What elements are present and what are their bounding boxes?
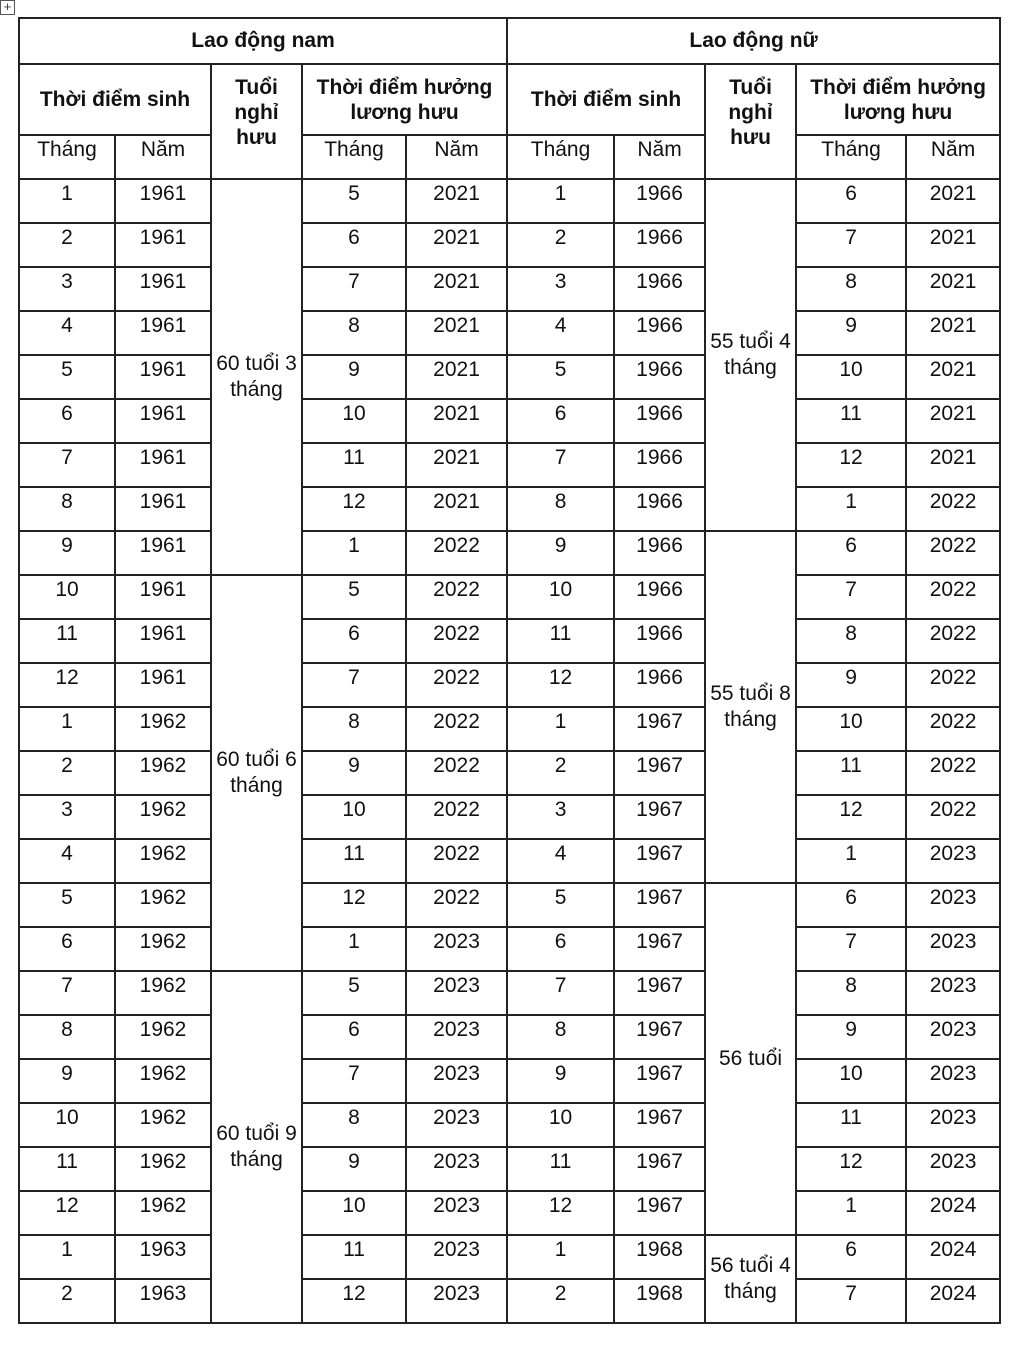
male-birth-year: 1963 <box>115 1279 211 1323</box>
female-birth-month-header: Tháng <box>507 135 614 179</box>
female-pension-month: 11 <box>796 399 906 443</box>
male-birth-year: 1961 <box>115 267 211 311</box>
male-pension-year: 2021 <box>406 311 507 355</box>
male-birth-month: 1 <box>19 179 115 223</box>
female-pension-month: 9 <box>796 663 906 707</box>
female-birth-year: 1967 <box>614 795 705 839</box>
male-pension-year: 2023 <box>406 1059 507 1103</box>
male-birth-month: 6 <box>19 927 115 971</box>
male-pension-month: 1 <box>302 531 406 575</box>
table-row <box>19 1235 1000 1279</box>
female-pension-year: 2022 <box>906 707 1000 751</box>
female-birth-month: 1 <box>507 1235 614 1279</box>
female-pension-year: 2023 <box>906 927 1000 971</box>
male-pension-month: 6 <box>302 223 406 267</box>
female-pension-month: 7 <box>796 223 906 267</box>
retirement-table <box>18 17 1001 1324</box>
female-birth-month: 9 <box>507 531 614 575</box>
table-row <box>19 487 1000 531</box>
male-birth-month: 1 <box>19 1235 115 1279</box>
male-birth-month: 9 <box>19 531 115 575</box>
table-row <box>19 1147 1000 1191</box>
male-pension-month: 8 <box>302 707 406 751</box>
male-pension-month: 5 <box>302 575 406 619</box>
male-pension-month: 8 <box>302 311 406 355</box>
table-row <box>19 883 1000 927</box>
female-pension-year: 2023 <box>906 839 1000 883</box>
male-pension-month: 7 <box>302 267 406 311</box>
female-birth-month: 10 <box>507 575 614 619</box>
male-birth-month: 1 <box>19 707 115 751</box>
male-birth-month: 11 <box>19 1147 115 1191</box>
male-pension-year: 2021 <box>406 267 507 311</box>
male-birth-year: 1962 <box>115 971 211 1015</box>
female-pension-year-header: Năm <box>906 135 1000 179</box>
male-birth-year: 1962 <box>115 1147 211 1191</box>
male-birth-month: 9 <box>19 1059 115 1103</box>
male-pension-month: 10 <box>302 399 406 443</box>
table-row <box>19 1059 1000 1103</box>
female-birth-year: 1967 <box>614 1103 705 1147</box>
male-birth-year: 1962 <box>115 927 211 971</box>
female-birth-year: 1967 <box>614 751 705 795</box>
male-pension-month: 12 <box>302 883 406 927</box>
male-birth-month: 8 <box>19 1015 115 1059</box>
male-birth-month: 12 <box>19 1191 115 1235</box>
male-pension-month-header: Tháng <box>302 135 406 179</box>
male-pension-year: 2022 <box>406 883 507 927</box>
female-pension-month: 10 <box>796 355 906 399</box>
male-birth-year: 1962 <box>115 707 211 751</box>
female-pension-month: 7 <box>796 927 906 971</box>
female-birth-year: 1966 <box>614 223 705 267</box>
table-row <box>19 751 1000 795</box>
female-birth-year: 1968 <box>614 1279 705 1323</box>
female-birth-year: 1966 <box>614 487 705 531</box>
female-birth-month: 1 <box>507 179 614 223</box>
male-pension-month: 6 <box>302 619 406 663</box>
table-row <box>19 795 1000 839</box>
table-row <box>19 707 1000 751</box>
female-pension-month: 6 <box>796 883 906 927</box>
table-row <box>19 1103 1000 1147</box>
male-pension-year: 2022 <box>406 575 507 619</box>
female-pension-year: 2022 <box>906 663 1000 707</box>
male-birth-year: 1961 <box>115 575 211 619</box>
female-pension-year: 2024 <box>906 1191 1000 1235</box>
male-birth-year: 1961 <box>115 223 211 267</box>
female-birth-month: 4 <box>507 839 614 883</box>
table-move-handle-icon[interactable]: + <box>0 0 15 15</box>
female-pension-month: 6 <box>796 1235 906 1279</box>
table-row <box>19 927 1000 971</box>
male-birth-month: 7 <box>19 443 115 487</box>
female-retire-age: 56 tuổi <box>705 883 796 1235</box>
female-birth-year: 1966 <box>614 619 705 663</box>
male-pension-month: 12 <box>302 1279 406 1323</box>
female-pension-year: 2024 <box>906 1279 1000 1323</box>
male-pension-month: 11 <box>302 1235 406 1279</box>
female-birth-month: 3 <box>507 795 614 839</box>
female-pension-month-header: Tháng <box>796 135 906 179</box>
female-pension-year: 2024 <box>906 1235 1000 1279</box>
male-pension-month: 10 <box>302 1191 406 1235</box>
table-row <box>19 355 1000 399</box>
female-birth-year: 1966 <box>614 531 705 575</box>
female-pension-year: 2021 <box>906 311 1000 355</box>
male-birth-year: 1962 <box>115 1015 211 1059</box>
male-birth-month: 10 <box>19 1103 115 1147</box>
table-row <box>19 1191 1000 1235</box>
table-row <box>19 619 1000 663</box>
male-pension-year: 2023 <box>406 1015 507 1059</box>
male-pension-month: 7 <box>302 1059 406 1103</box>
female-birth-year: 1966 <box>614 179 705 223</box>
male-pension-month: 9 <box>302 355 406 399</box>
female-birth-month: 4 <box>507 311 614 355</box>
female-birth-month: 9 <box>507 1059 614 1103</box>
male-pension-year: 2022 <box>406 751 507 795</box>
male-birth-month-header: Tháng <box>19 135 115 179</box>
table-row <box>19 179 1000 223</box>
female-birth-month: 5 <box>507 883 614 927</box>
female-pension-year: 2021 <box>906 355 1000 399</box>
male-birth-year: 1962 <box>115 883 211 927</box>
male-pension-month: 11 <box>302 839 406 883</box>
female-pension-year: 2023 <box>906 1059 1000 1103</box>
female-birth-month: 2 <box>507 223 614 267</box>
male-retire-age: 60 tuổi 6 tháng <box>211 575 302 971</box>
female-pension-month: 10 <box>796 1059 906 1103</box>
female-pension-month: 12 <box>796 443 906 487</box>
female-birth-year: 1967 <box>614 927 705 971</box>
female-birth-year: 1967 <box>614 1015 705 1059</box>
female-birth-month: 10 <box>507 1103 614 1147</box>
female-pension-month: 8 <box>796 619 906 663</box>
male-retire-age: 60 tuổi 3 tháng <box>211 179 302 575</box>
female-pension-month: 8 <box>796 267 906 311</box>
female-pension-month: 12 <box>796 795 906 839</box>
table-row <box>19 663 1000 707</box>
female-birth-year: 1966 <box>614 267 705 311</box>
female-birth-month: 8 <box>507 487 614 531</box>
female-birth-year: 1967 <box>614 1147 705 1191</box>
female-pension-year: 2021 <box>906 399 1000 443</box>
male-pension-month: 8 <box>302 1103 406 1147</box>
male-birth-month: 10 <box>19 575 115 619</box>
female-birth-month: 5 <box>507 355 614 399</box>
table-row <box>19 399 1000 443</box>
male-pension-year: 2023 <box>406 1191 507 1235</box>
table-row <box>19 971 1000 1015</box>
female-birth-year: 1966 <box>614 311 705 355</box>
female-pension-year: 2023 <box>906 1103 1000 1147</box>
female-group-header: Lao động nữ <box>507 18 1000 64</box>
male-birth-month: 11 <box>19 619 115 663</box>
male-birth-year: 1962 <box>115 751 211 795</box>
female-birth-month: 3 <box>507 267 614 311</box>
male-pension-month: 12 <box>302 487 406 531</box>
female-pension-time-header: Thời điểm hưởng lương hưu <box>796 64 1000 135</box>
male-birth-year: 1961 <box>115 443 211 487</box>
male-pension-year: 2022 <box>406 619 507 663</box>
male-pension-year: 2023 <box>406 1279 507 1323</box>
male-pension-year: 2023 <box>406 971 507 1015</box>
male-pension-year: 2022 <box>406 663 507 707</box>
male-pension-year: 2023 <box>406 1147 507 1191</box>
female-pension-month: 11 <box>796 751 906 795</box>
male-pension-month: 1 <box>302 927 406 971</box>
female-pension-month: 6 <box>796 531 906 575</box>
female-birth-month: 8 <box>507 1015 614 1059</box>
female-birth-year: 1967 <box>614 839 705 883</box>
male-pension-year: 2021 <box>406 443 507 487</box>
male-birth-year: 1961 <box>115 311 211 355</box>
female-pension-month: 1 <box>796 487 906 531</box>
female-birth-month: 1 <box>507 707 614 751</box>
female-birth-month: 11 <box>507 619 614 663</box>
female-pension-year: 2022 <box>906 795 1000 839</box>
female-pension-year: 2023 <box>906 971 1000 1015</box>
female-pension-year: 2022 <box>906 575 1000 619</box>
male-birth-month: 12 <box>19 663 115 707</box>
female-pension-month: 7 <box>796 1279 906 1323</box>
female-pension-month: 10 <box>796 707 906 751</box>
male-birth-month: 8 <box>19 487 115 531</box>
table-row <box>19 1015 1000 1059</box>
female-birth-year: 1966 <box>614 443 705 487</box>
female-pension-month: 7 <box>796 575 906 619</box>
female-birth-year: 1967 <box>614 707 705 751</box>
male-birth-month: 7 <box>19 971 115 1015</box>
female-pension-month: 1 <box>796 1191 906 1235</box>
male-pension-year: 2021 <box>406 355 507 399</box>
male-birth-year: 1962 <box>115 1191 211 1235</box>
male-birth-month: 3 <box>19 267 115 311</box>
female-pension-month: 9 <box>796 1015 906 1059</box>
male-birth-year: 1961 <box>115 663 211 707</box>
female-birth-year: 1968 <box>614 1235 705 1279</box>
female-birth-month: 2 <box>507 1279 614 1323</box>
female-pension-year: 2023 <box>906 883 1000 927</box>
table-row <box>19 1279 1000 1323</box>
female-pension-year: 2021 <box>906 223 1000 267</box>
table-row <box>19 443 1000 487</box>
male-pension-year: 2022 <box>406 795 507 839</box>
male-birth-month: 4 <box>19 311 115 355</box>
female-birth-year: 1967 <box>614 883 705 927</box>
female-birth-month: 11 <box>507 1147 614 1191</box>
male-retire-age: 60 tuổi 9 tháng <box>211 971 302 1323</box>
female-birth-month: 12 <box>507 663 614 707</box>
male-retire-age-header: Tuổi nghỉ hưu <box>211 64 302 179</box>
male-birth-year: 1961 <box>115 531 211 575</box>
male-pension-year: 2023 <box>406 927 507 971</box>
female-birth-month: 7 <box>507 971 614 1015</box>
male-birth-month: 6 <box>19 399 115 443</box>
female-birth-month: 2 <box>507 751 614 795</box>
female-birth-year-header: Năm <box>614 135 705 179</box>
female-pension-month: 11 <box>796 1103 906 1147</box>
female-birth-month: 12 <box>507 1191 614 1235</box>
male-pension-year: 2021 <box>406 223 507 267</box>
female-retire-age-header: Tuổi nghỉ hưu <box>705 64 796 179</box>
male-group-header: Lao động nam <box>19 18 507 64</box>
female-retire-age: 56 tuổi 4 tháng <box>705 1235 796 1323</box>
table-row <box>19 311 1000 355</box>
male-birth-month: 4 <box>19 839 115 883</box>
table-row <box>19 223 1000 267</box>
male-pension-year: 2023 <box>406 1235 507 1279</box>
female-birth-month: 6 <box>507 927 614 971</box>
female-pension-month: 12 <box>796 1147 906 1191</box>
female-pension-year: 2023 <box>906 1147 1000 1191</box>
male-pension-year-header: Năm <box>406 135 507 179</box>
female-retire-age: 55 tuổi 8 tháng <box>705 531 796 883</box>
female-pension-year: 2022 <box>906 619 1000 663</box>
table-row <box>19 839 1000 883</box>
male-birth-year: 1962 <box>115 1059 211 1103</box>
male-birth-year: 1962 <box>115 795 211 839</box>
female-birth-time-header: Thời điểm sinh <box>507 64 705 135</box>
female-pension-month: 6 <box>796 179 906 223</box>
female-pension-year: 2021 <box>906 179 1000 223</box>
female-pension-month: 1 <box>796 839 906 883</box>
table-row <box>19 575 1000 619</box>
male-birth-year: 1961 <box>115 179 211 223</box>
female-birth-year: 1967 <box>614 1191 705 1235</box>
male-birth-year: 1961 <box>115 399 211 443</box>
female-birth-month: 6 <box>507 399 614 443</box>
female-pension-year: 2022 <box>906 531 1000 575</box>
male-pension-time-header: Thời điểm hưởng lương hưu <box>302 64 507 135</box>
male-pension-year: 2022 <box>406 707 507 751</box>
male-pension-month: 5 <box>302 179 406 223</box>
male-pension-year: 2021 <box>406 179 507 223</box>
male-pension-month: 5 <box>302 971 406 1015</box>
male-birth-month: 3 <box>19 795 115 839</box>
female-pension-year: 2021 <box>906 443 1000 487</box>
female-pension-year: 2022 <box>906 487 1000 531</box>
male-pension-month: 11 <box>302 443 406 487</box>
male-pension-month: 7 <box>302 663 406 707</box>
male-pension-year: 2021 <box>406 399 507 443</box>
male-pension-month: 10 <box>302 795 406 839</box>
male-pension-month: 9 <box>302 751 406 795</box>
female-retire-age: 55 tuổi 4 tháng <box>705 179 796 531</box>
male-birth-year: 1961 <box>115 619 211 663</box>
male-birth-time-header: Thời điểm sinh <box>19 64 211 135</box>
male-birth-year-header: Năm <box>115 135 211 179</box>
table-row <box>19 531 1000 575</box>
female-birth-year: 1967 <box>614 1059 705 1103</box>
male-birth-month: 2 <box>19 1279 115 1323</box>
male-pension-year: 2022 <box>406 531 507 575</box>
female-birth-year: 1966 <box>614 575 705 619</box>
female-birth-month: 7 <box>507 443 614 487</box>
female-pension-month: 8 <box>796 971 906 1015</box>
male-birth-year: 1963 <box>115 1235 211 1279</box>
male-birth-month: 2 <box>19 751 115 795</box>
female-pension-year: 2021 <box>906 267 1000 311</box>
male-pension-month: 9 <box>302 1147 406 1191</box>
male-pension-year: 2023 <box>406 1103 507 1147</box>
male-birth-month: 2 <box>19 223 115 267</box>
male-birth-month: 5 <box>19 355 115 399</box>
male-pension-year: 2022 <box>406 839 507 883</box>
male-pension-month: 6 <box>302 1015 406 1059</box>
table-body <box>19 179 1000 1323</box>
female-birth-year: 1966 <box>614 355 705 399</box>
table-row <box>19 267 1000 311</box>
female-birth-year: 1967 <box>614 971 705 1015</box>
male-pension-year: 2021 <box>406 487 507 531</box>
male-birth-year: 1962 <box>115 1103 211 1147</box>
female-pension-year: 2022 <box>906 751 1000 795</box>
male-birth-year: 1961 <box>115 487 211 531</box>
female-birth-year: 1966 <box>614 663 705 707</box>
male-birth-month: 5 <box>19 883 115 927</box>
female-pension-month: 9 <box>796 311 906 355</box>
male-birth-year: 1961 <box>115 355 211 399</box>
female-pension-year: 2023 <box>906 1015 1000 1059</box>
male-birth-year: 1962 <box>115 839 211 883</box>
female-birth-year: 1966 <box>614 399 705 443</box>
